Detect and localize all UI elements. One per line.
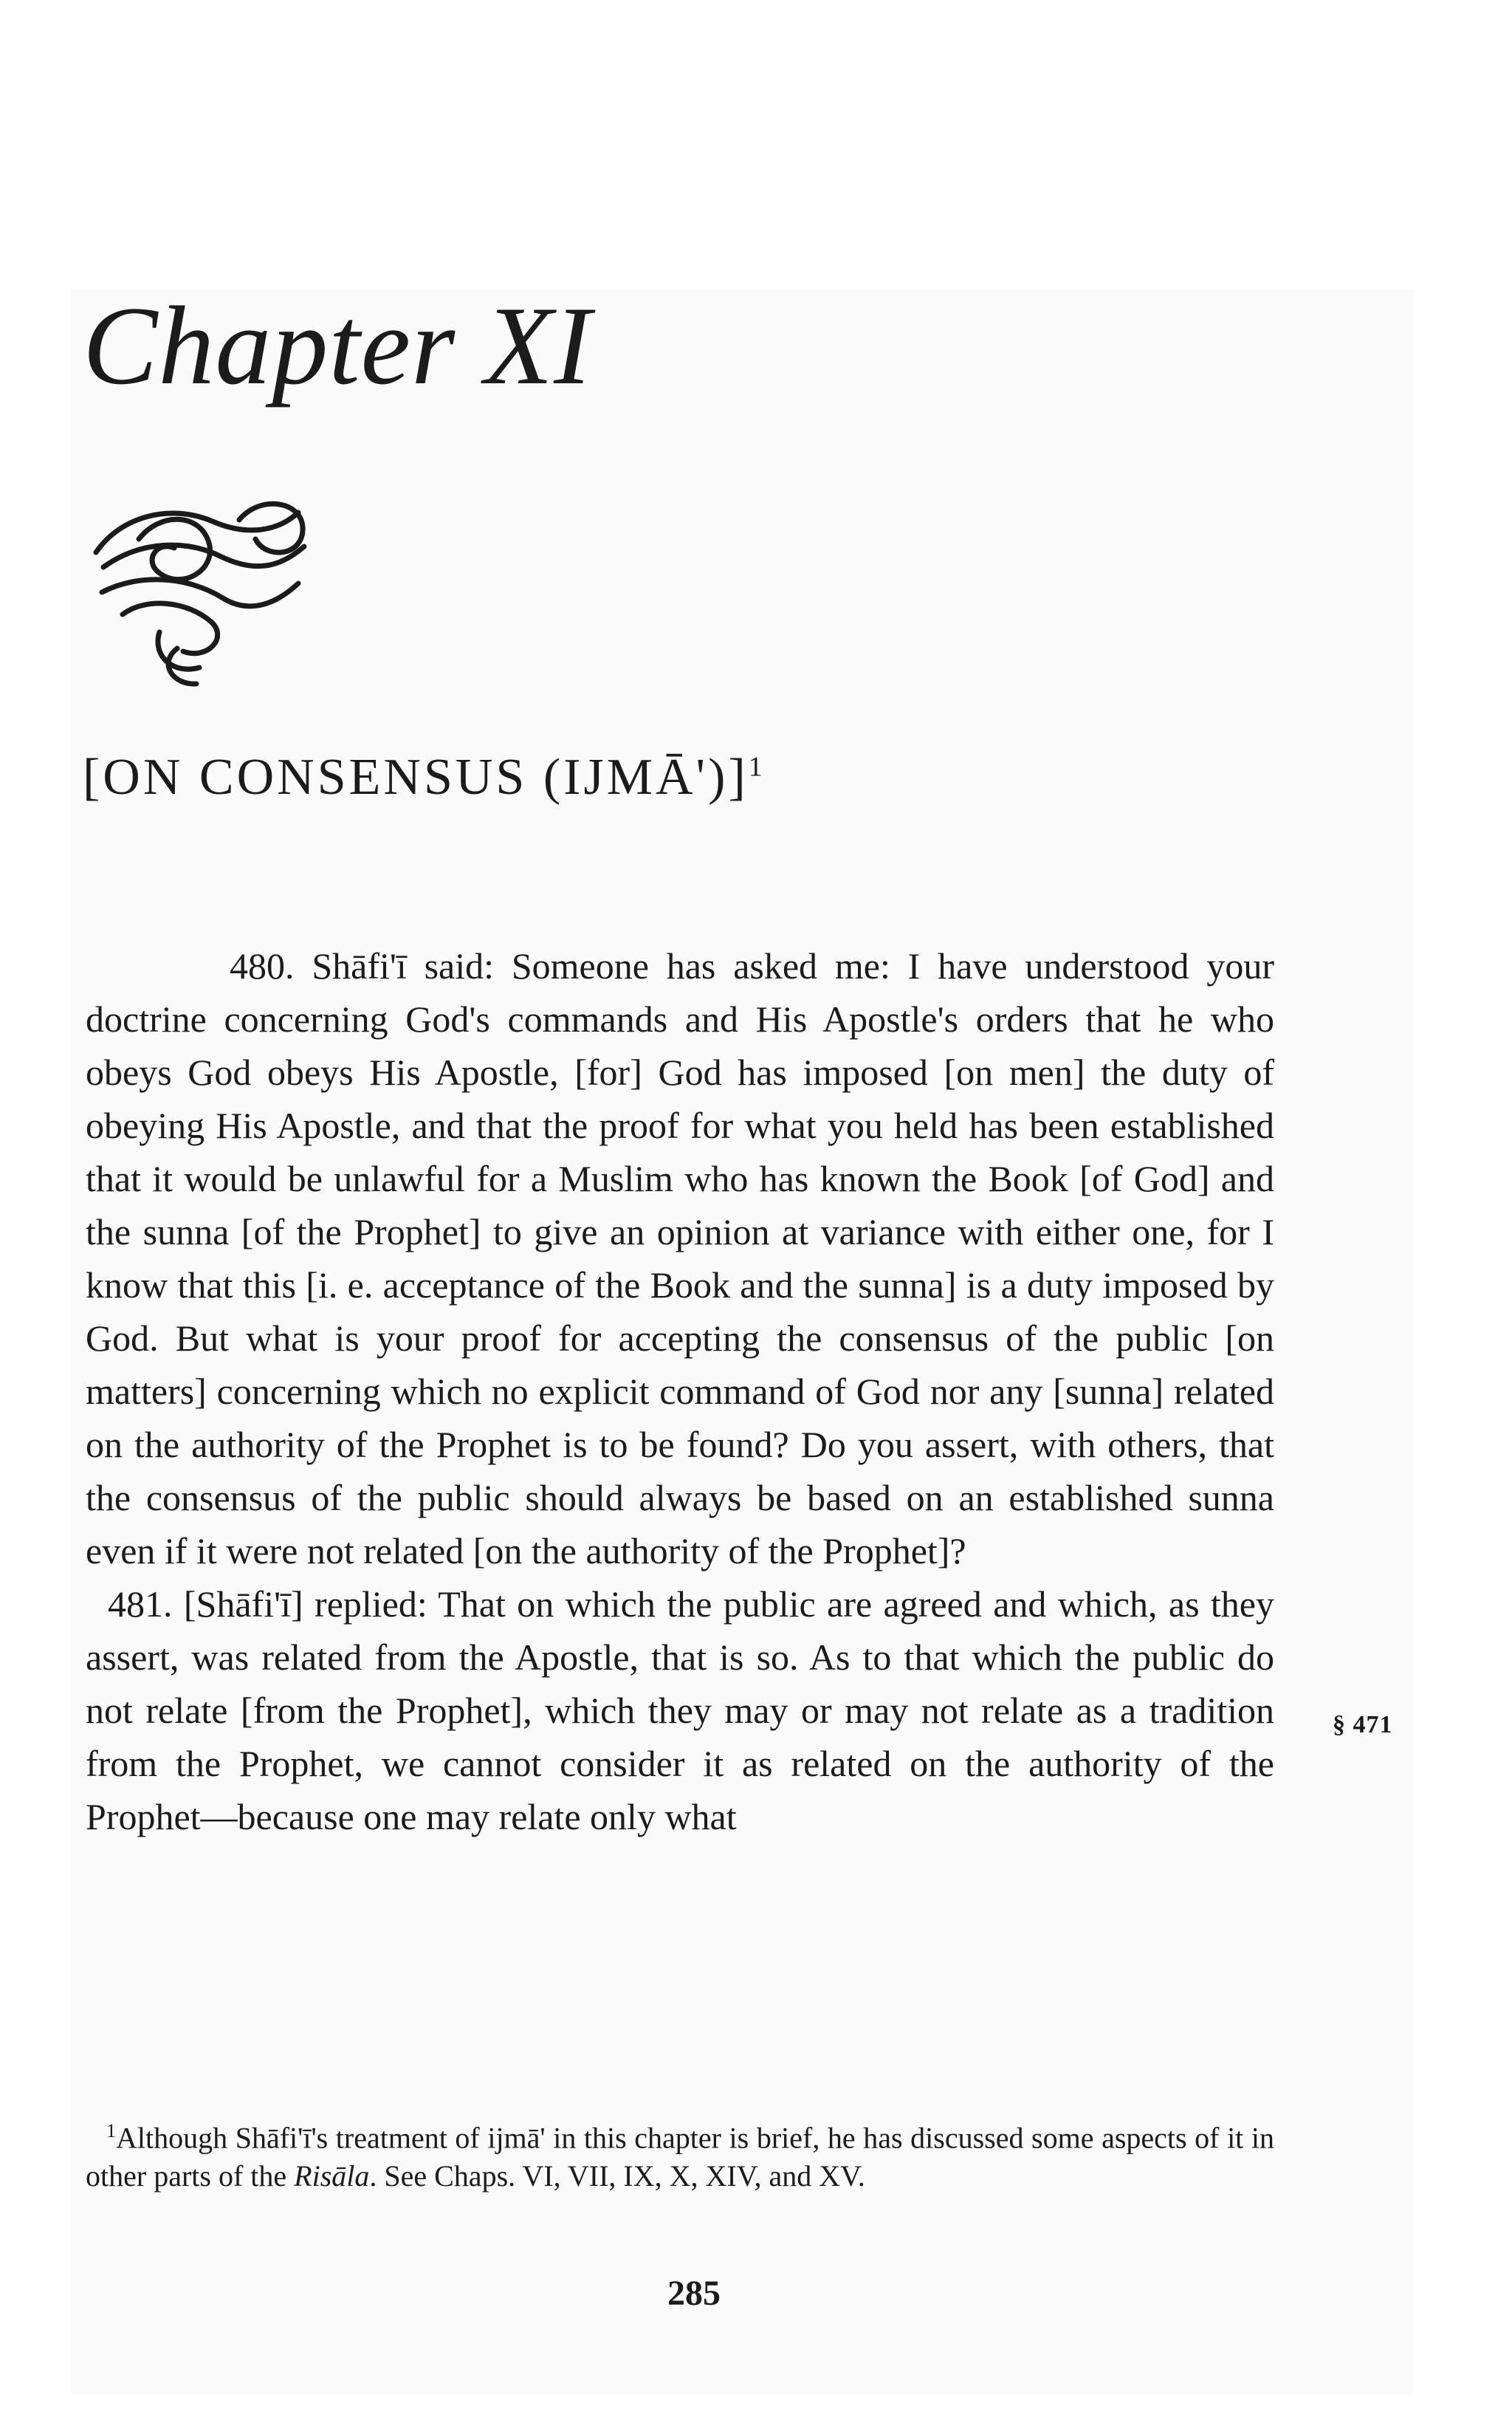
paragraph-text: Shāfi'ī said: Someone has asked me: I have understood your doctrine concerning God's commands and His Apostle's orders that he who obeys God obeys His Apostle, [for] God has imposed [on men] the duty of obeying His Apostle, and that the proof for what you held has been established that it would be unlawful for a Muslim who has known the Book [of God] and the sunna [of the Prophet] to give an opinion at variance with either one, for I know that this [i. e. acceptance of the Book and the sunna] is a duty imposed by God. But what is your proof for accepting the consensus of the public [on matters] concerning which no explicit command of God nor any [sunna] related on the authority of the Prophet is to be found? Do you assert, with others, that the consensus of the public should always be based on an established sunna even if it were not related [on the authority of the Prophet]? xyxy=(86,945,1275,1571)
paragraph-number: 480. xyxy=(230,945,295,987)
paragraph-481 xyxy=(86,1577,1274,1843)
footnote-ref-1: 1 xyxy=(748,751,763,783)
paragraph-480 xyxy=(86,939,1274,1577)
footnote-italic-title: Risāla xyxy=(294,2159,370,2193)
chapter-title: Chapter XI xyxy=(83,284,592,408)
section-heading-text: [ON CONSENSUS (IJMĀ')] xyxy=(83,749,749,806)
footnote-text-end: . See Chaps. VI, VII, IX, X, XIV, and XV. xyxy=(369,2159,865,2193)
footnote-marker: 1 xyxy=(106,2120,116,2142)
page-number: 285 xyxy=(667,2274,721,2313)
section-heading xyxy=(83,749,763,806)
flourish-ornament-icon xyxy=(83,480,319,702)
footnote xyxy=(86,2112,1274,2195)
footnote-text: Although Shāfi'ī's treatment of ijmā' in this chapter is brief, he has discussed some aspects of it in other parts of the xyxy=(86,2121,1274,2193)
margin-section-reference: § 471 xyxy=(1333,1711,1393,1738)
paragraph-number: 481. xyxy=(108,1583,173,1625)
paragraph-text: [Shāfi'ī] replied: That on which the public are agreed and which, as they assert, was related from the Apostle, that is so. As to that which the public do not relate [from the Prophet], which they may or may not relate as a tradition from the Prophet, we cannot consider it as related on the authority of the Prophet—because one may relate only what xyxy=(86,1583,1275,1837)
body-text xyxy=(86,939,1274,1843)
